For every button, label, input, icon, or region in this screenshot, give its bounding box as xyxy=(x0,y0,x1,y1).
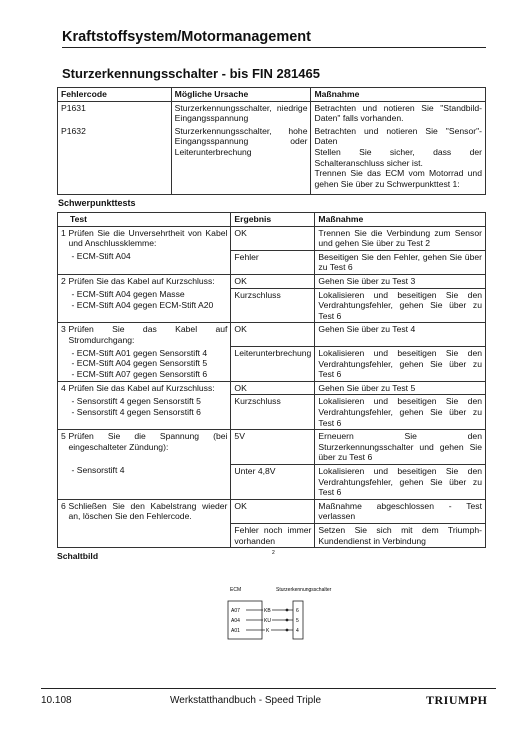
wire-color: KB xyxy=(264,608,271,614)
fault-action-line: Stellen Sie sicher, dass der Schalteranschluss sicher ist. xyxy=(314,146,482,168)
test-action: Maßnahme abgeschlossen - Test verlassen xyxy=(315,499,486,523)
column-header: Fehlercode xyxy=(58,88,172,102)
test-step: Schließen Sie den Kabelstrang wieder an, löschen Sie den Fehlercode. xyxy=(67,499,230,523)
test-step: Prüfen Sie die Unversehrtheit von Kabel und Anschlussklemme: xyxy=(67,226,230,250)
ecm-pin: A01 xyxy=(231,628,240,634)
test-step: Prüfen Sie das Kabel auf Stromdurchgang: xyxy=(67,323,230,347)
fault-code: P1632 xyxy=(58,125,172,195)
test-step-line: - ECM-Stift A04 gegen Sensorstift 5 xyxy=(71,358,208,369)
page-number: 10.108 xyxy=(41,695,72,706)
test-number: 3 xyxy=(58,323,68,381)
test-action: Lokalisieren und beseitigen Sie den Verdrahtungsfehler, gehen Sie über zu Test 6 xyxy=(315,288,486,323)
test-action: Setzen Sie sich mit dem Triumph-Kundendienst in Verbindung xyxy=(315,523,486,547)
test-action: Beseitigen Sie den Fehler, gehen Sie über zu Test 6 xyxy=(315,250,486,274)
ecm-pin: A07 xyxy=(231,608,240,614)
fault-action: Betrachten und notieren Sie "Standbild-Daten" falls vorhanden. xyxy=(311,101,486,125)
test-result: OK xyxy=(231,226,315,250)
test-result: Unter 4,8V xyxy=(231,464,315,499)
test-step: - Sensorstift 4 xyxy=(67,464,230,499)
wire xyxy=(231,627,299,634)
test-step-line: - Sensorstift 4 gegen Sensorstift 5 xyxy=(71,395,201,406)
sensor-label: Sturzerkennungsschalter xyxy=(276,587,332,593)
ecm-label: ECM xyxy=(230,587,242,593)
column-header: Maßnahme xyxy=(315,213,486,227)
fault-action-line: Betrachten und notieren Sie "Sensor"-Daten xyxy=(314,125,482,147)
test-action: Lokalisieren und beseitigen Sie den Verdrahtungsfehler, gehen Sie über zu Test 6 xyxy=(315,464,486,499)
test-number: 1 xyxy=(58,226,68,274)
fault-cause: Sturzerkennungsschalter, niedrige Eingangsspannung xyxy=(171,101,311,125)
test-result: OK xyxy=(231,323,315,347)
test-result: OK xyxy=(231,499,315,523)
test-action: Gehen Sie über zu Test 4 xyxy=(315,323,486,347)
test-action: Trennen Sie die Verbindung zum Sensor und gehen Sie über zu Test 2 xyxy=(315,226,486,250)
test-result: Fehler xyxy=(231,250,315,274)
test-number: 6 xyxy=(58,499,68,547)
schematic-marker: 2 xyxy=(272,550,275,556)
ecm-pin: A04 xyxy=(231,618,240,624)
test-step: Prüfen Sie das Kabel auf Kurzschluss: xyxy=(67,381,230,395)
test-number: 4 xyxy=(58,381,68,429)
test-number: 2 xyxy=(58,274,68,322)
test-step-line: - ECM-Stift A04 gegen Masse xyxy=(71,289,185,300)
wire-color: KU xyxy=(264,618,271,624)
test-action: Lokalisieren und beseitigen Sie den Verdrahtungsfehler, gehen Sie über zu Test 6 xyxy=(315,347,486,382)
test-action: Lokalisieren und beseitigen Sie den Verdrahtungsfehler, gehen Sie über zu Test 6 xyxy=(315,395,486,430)
wire xyxy=(231,617,299,624)
fault-code: P1631 xyxy=(58,101,172,125)
test-result: OK xyxy=(231,274,315,288)
test-step: - ECM-Stift A04 xyxy=(67,250,230,274)
triumph-logo: TRIUMPH xyxy=(426,693,488,707)
test-action: Erneuern Sie den Sturzerkennungsschalter und gehen Sie über zu Test 6 xyxy=(315,430,486,465)
test-result: Fehler noch immer vorhanden xyxy=(231,523,315,547)
test-action: Gehen Sie über zu Test 3 xyxy=(315,274,486,288)
manual-title: Werkstatthandbuch - Speed Triple xyxy=(170,695,322,706)
sensor-pin: 5 xyxy=(296,618,299,624)
wire xyxy=(231,607,299,614)
test-result: 5V xyxy=(231,430,315,465)
footer-rule xyxy=(41,688,496,689)
column-header: Maßnahme xyxy=(311,88,486,102)
section-title: Sturzerkennungsschalter - bis FIN 281465 xyxy=(62,66,320,81)
sensor-pin: 4 xyxy=(296,628,299,634)
test-step-line: - ECM-Stift A04 gegen ECM-Stift A20 xyxy=(71,299,214,310)
test-result: Kurzschluss xyxy=(231,395,315,430)
fault-cause: Sturzerkennungsschalter, hohe Eingangsspannung oder Leiterunterbrechung xyxy=(171,125,311,195)
sensor-pin: 6 xyxy=(296,608,299,614)
wire-terminal xyxy=(286,629,289,632)
test-step-line: - Sensorstift 4 gegen Sensorstift 6 xyxy=(71,406,201,417)
test-result: Leiterunterbrechung xyxy=(231,347,315,382)
test-step-line: - ECM-Stift A01 gegen Sensorstift 4 xyxy=(71,347,208,358)
schematic-heading: Schaltbild xyxy=(57,551,99,561)
test-result: OK xyxy=(231,381,315,395)
tests-heading: Schwerpunkttests xyxy=(58,198,136,208)
column-header: Mögliche Ursache xyxy=(171,88,311,102)
chapter-title: Kraftstoffsystem/Motormanagement xyxy=(62,29,311,45)
test-step: Prüfen Sie das Kabel auf Kurzschluss: xyxy=(67,274,230,288)
test-action: Gehen Sie über zu Test 5 xyxy=(315,381,486,395)
fault-action-line: Trennen Sie das ECM vom Motorrad und gehen Sie über zu Schwerpunkttest 1: xyxy=(314,168,482,189)
wire-terminal xyxy=(286,609,289,612)
test-number: 5 xyxy=(58,430,68,500)
column-header: Ergebnis xyxy=(231,213,315,227)
test-step: Prüfen Sie die Spannung (bei eingeschalteter Zündung): xyxy=(67,430,230,465)
wire-terminal xyxy=(286,619,289,622)
column-header: Test xyxy=(58,213,231,227)
test-step-line: - ECM-Stift A07 gegen Sensorstift 6 xyxy=(71,368,208,379)
wire-color: K xyxy=(266,628,270,634)
test-result: Kurzschluss xyxy=(231,288,315,323)
